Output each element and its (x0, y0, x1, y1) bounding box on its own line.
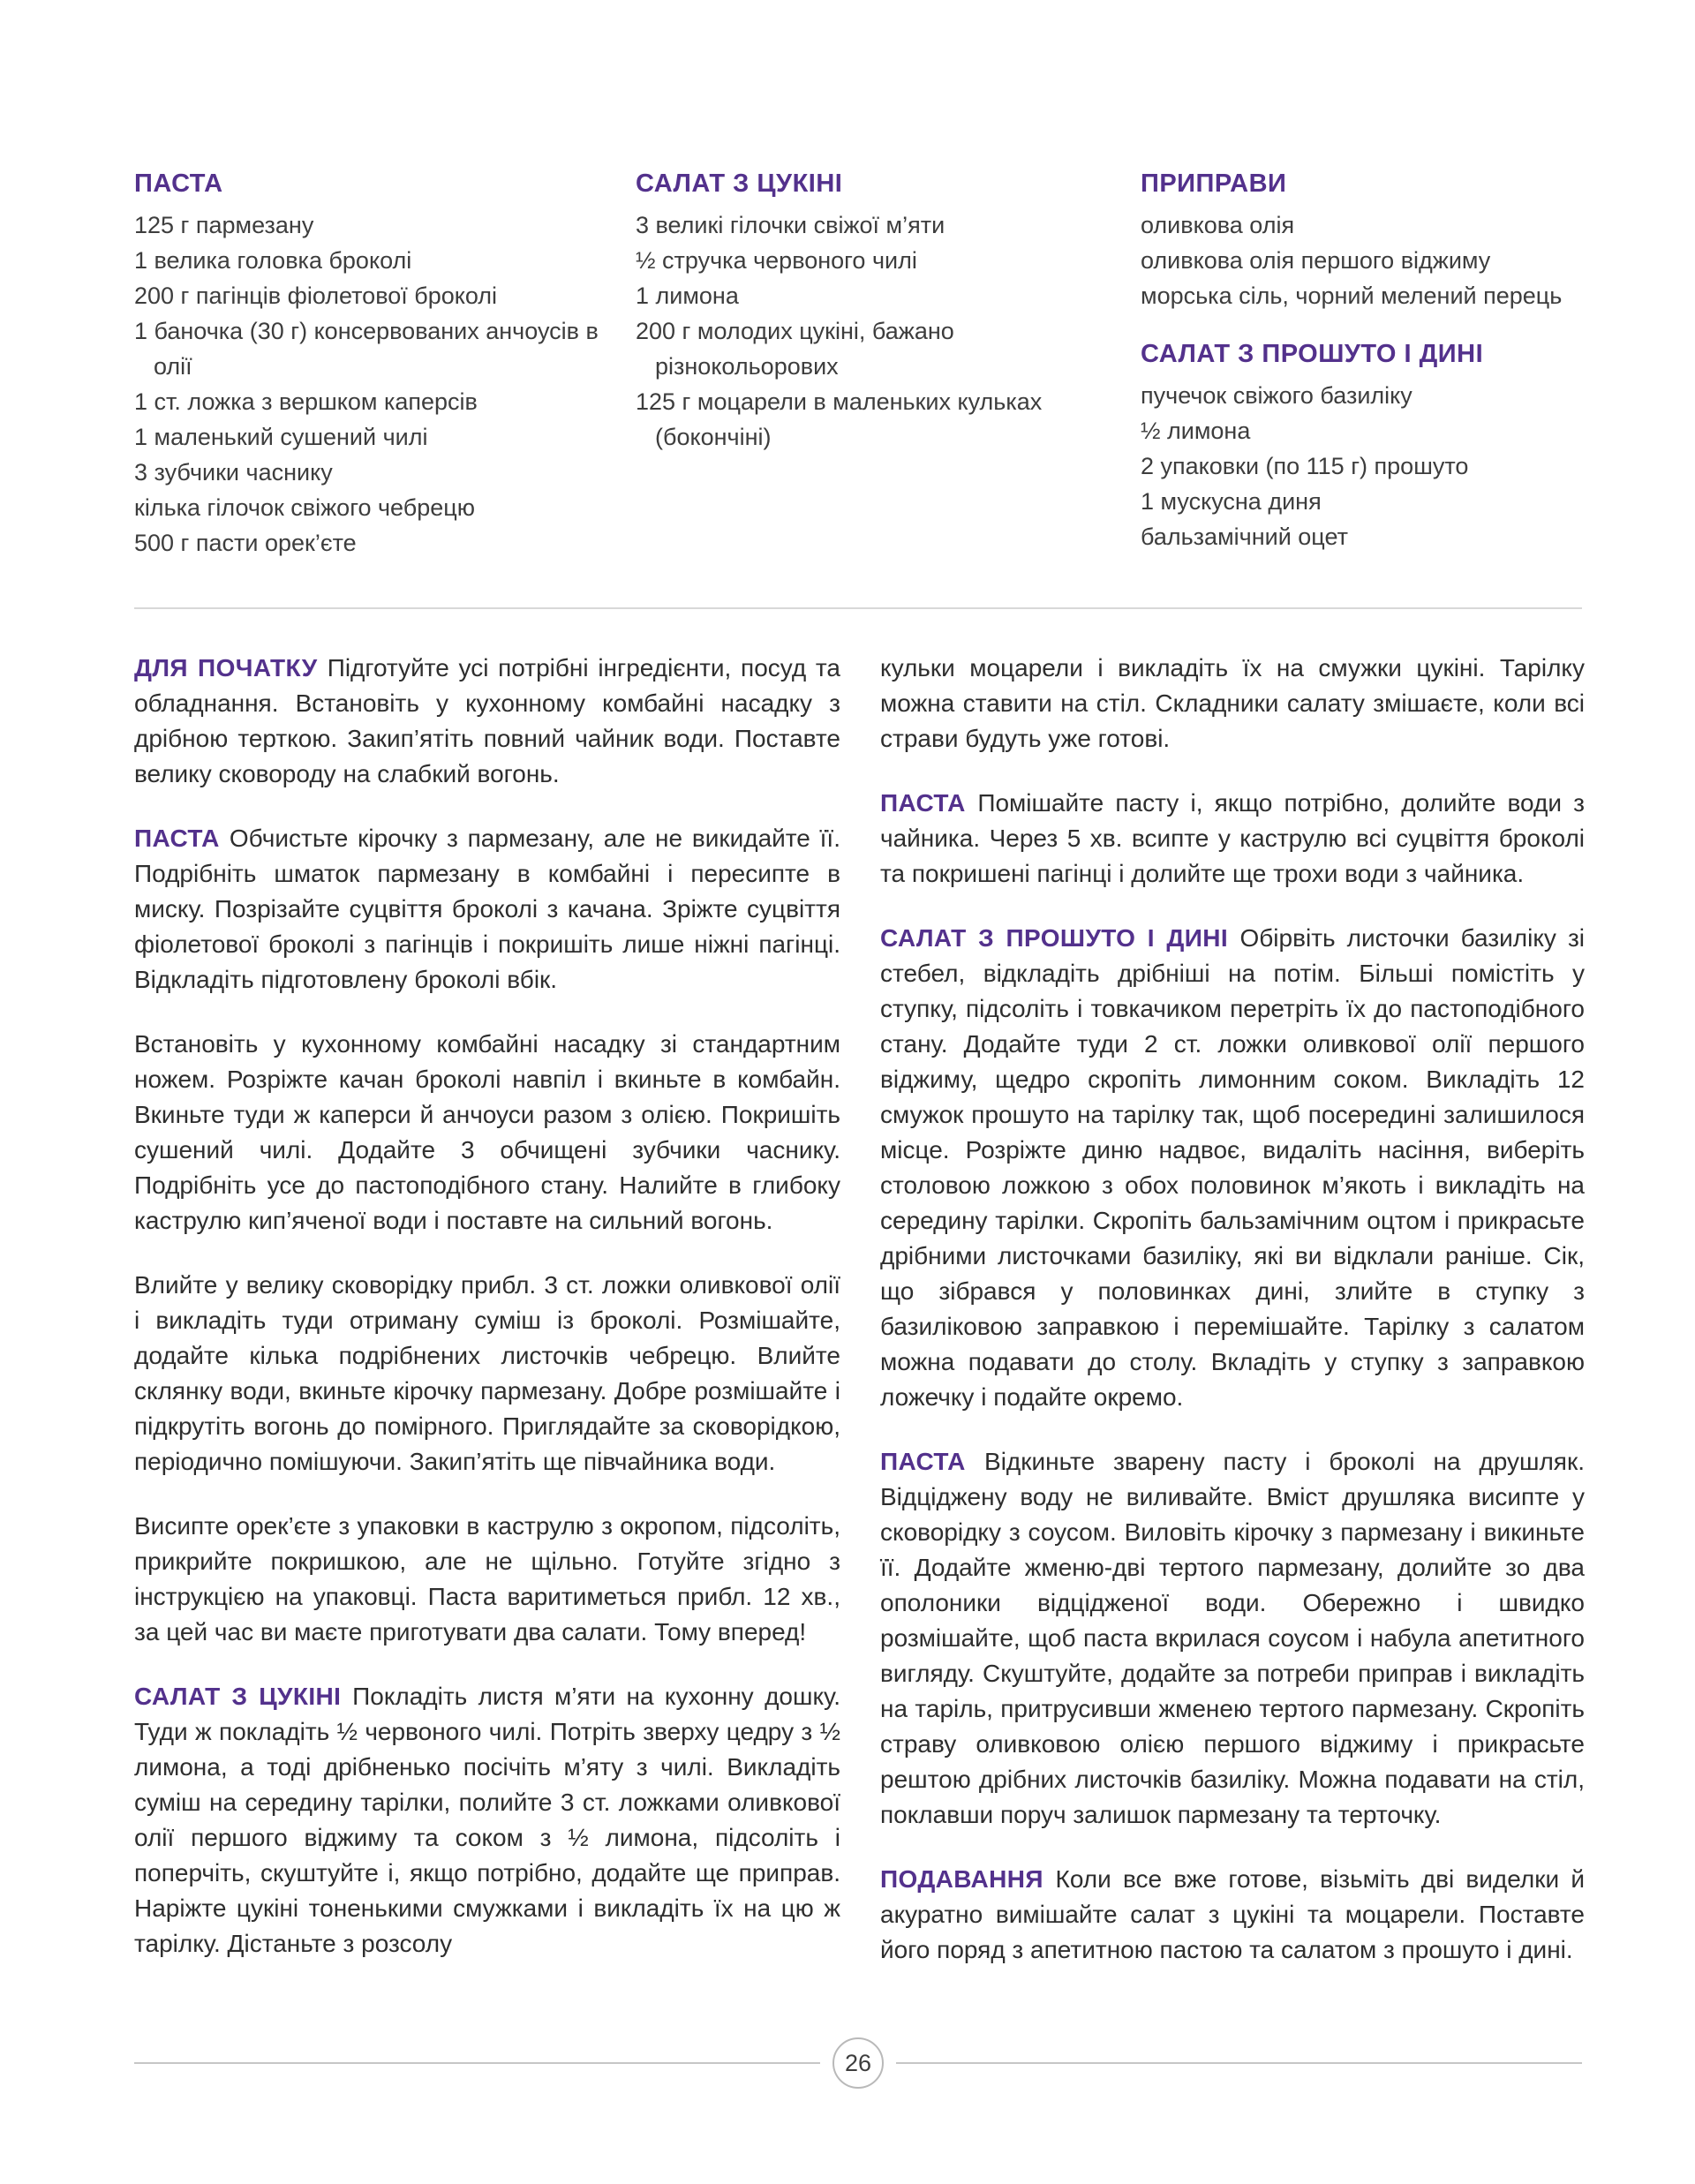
method-paragraph: ПАСТА Обчистьте кірочку з пармезану, але не викидайте її. Подрібніть шматок пармезану в комбайні і пересипте в миску. Позрізайте суцвіття броколі з качана. Зріжте суцвіття фіолетової броколі з пагінців і покришіть лише ніжні пагінці. Відкладіть підготовлену броколі вбік. (134, 825, 840, 993)
method-paragraph: кульки моцарели і викладіть їх на смужки цукіні. Тарілку можна ставити на стіл. Складники салату змішаєте, коли всі страви будуть уже готові. (880, 654, 1585, 752)
ingredient-item: пучечок свіжого базиліку (1141, 382, 1412, 409)
ingredient-item: кілька гілочок свіжого чебрецю (134, 494, 475, 521)
ingredient-item: ½ стручка червоного чилі (636, 247, 917, 274)
ingredient-item: 3 великі гілочки свіжої м’яти (636, 212, 945, 238)
paragraph-lead: ПАСТА (134, 825, 230, 852)
page-footer (134, 2037, 1582, 2089)
ingredient-list (636, 207, 1141, 455)
ingredient-item: 1 маленький сушений чилі (134, 424, 428, 450)
ingredient-column (636, 169, 1141, 587)
ingredient-section-title: САЛАТ З ПРОШУТО І ДИНІ (1141, 340, 1484, 368)
ingredient-item: бальзамічний оцет (1141, 523, 1348, 550)
method-paragraph: ПАСТА Помішайте пасту і, якщо потрібно, долийте води з чайника. Через 5 хв. всипте у каструлю всі суцвіття броколі та покришені пагінці і долийте ще трохи води з чайника. (880, 789, 1585, 887)
ingredient-list (1141, 378, 1589, 554)
ingredient-item: 2 упаковки (по 115 г) прошуто (1141, 453, 1469, 479)
paragraph-lead: ДЛЯ ПОЧАТКУ (134, 654, 328, 682)
method-paragraph: ПОДАВАННЯ Коли все вже готове, візьміть дві виделки й акуратно вимішайте салат з цукіні та моцарели. Поставте його поряд з апетитною пастою та салатом з прошуто і дині. (880, 1865, 1585, 1963)
ingredient-list (134, 207, 636, 561)
ingredient-section-title: ПАСТА (134, 169, 223, 198)
page-number: 26 (832, 2037, 884, 2089)
ingredient-item: оливкова олія (1141, 212, 1295, 238)
ingredient-list (1141, 207, 1589, 313)
ingredient-item: ½ лимона (1141, 418, 1251, 444)
ingredient-item: 1 ст. ложка з вершком каперсів (134, 388, 478, 415)
section-divider (134, 607, 1582, 609)
method-paragraph: ПАСТА Відкиньте зварену пасту і броколі на друшляк. Відціджену воду не виливайте. Вміст друшляка висипте у сковорідку з соусом. Виловіть кірочку з пармезану і викиньте її. Додайте жменю-дві тертого пармезану, долийте зо два ополоники відцідженої води. Обережно і швидко розмішайте, щоб паста вкрилася соусом і набула апетитного вигляду. Скуштуйте, додайте за потреби приправ і викладіть на таріль, притрусивши жменею тертого пармезану. Скропіть страву оливковою олією першого віджиму і прикрасьте рештою дрібних листочків базиліку. Можна подавати на стіл, поклавши поруч залишок пармезану та терточку. (880, 1448, 1585, 1828)
ingredient-item: морська сіль, чорний мелений перець (1141, 282, 1563, 309)
method-paragraph: ДЛЯ ПОЧАТКУ Підготуйте усі потрібні інгредієнти, посуд та обладнання. Встановіть у кухонному комбайні насадку з дрібною терткою. Закип’ятіть повний чайник води. Поставте велику сковороду на слабкий вогонь. (134, 654, 840, 787)
paragraph-lead: ПОДАВАННЯ (880, 1865, 1056, 1893)
paragraph-lead: САЛАТ З ПРОШУТО І ДИНІ (880, 924, 1240, 952)
ingredient-item: 125 г пармезану (134, 212, 314, 238)
ingredient-column (134, 169, 636, 587)
ingredient-item: 1 лимона (636, 282, 739, 309)
ingredient-column (1141, 169, 1589, 587)
ingredient-section-title: ПРИПРАВИ (1141, 169, 1287, 198)
paragraph-lead: ПАСТА (880, 1448, 985, 1475)
ingredient-item: 1 баночка (30 г) консервованих анчоусів в олії (134, 318, 599, 380)
method-section (134, 651, 1585, 1997)
ingredient-item: 3 зубчики часнику (134, 459, 333, 486)
method-paragraph: Встановіть у кухонному комбайні насадку зі стандартним ножем. Розріжте качан броколі навпіл і вкиньте в комбайн. Вкиньте туди ж каперси й анчоуси разом з олією. Покришіть сушений чилі. Додайте 3 обчищені зубчики часнику. Подрібніть усе до пастоподібного стану. Налийте в глибоку каструлю кип’яченої води і поставте на сильний вогонь. (134, 1030, 840, 1234)
ingredient-item: 1 мускусна диня (1141, 488, 1322, 515)
method-paragraph: Влийте у велику сковорідку прибл. 3 ст. ложки оливкової олії і викладіть туди отриману суміш із броколі. Розмішайте, додайте кілька подрібнених листочків чебрецю. Влийте склянку води, вкиньте кірочку пармезану. Добре розмішайте і підкрутіть вогонь до помірного. Приглядайте за сковорідкою, періодично помішуючи. Закип’ятіть ще півчайника води. (134, 1271, 840, 1475)
ingredient-item: оливкова олія першого віджиму (1141, 247, 1491, 274)
method-column-right (880, 651, 1585, 1997)
paragraph-lead: САЛАТ З ЦУКІНІ (134, 1683, 353, 1710)
ingredient-item: 500 г пасти орек’єте (134, 530, 357, 556)
footer-rule-left (134, 2062, 820, 2064)
ingredient-section-title: САЛАТ З ЦУКІНІ (636, 169, 843, 198)
method-paragraph: САЛАТ З ЦУКІНІ Покладіть листя м’яти на кухонну дошку. Туди ж покладіть ½ червоного чилі. Потріть зверху цедру з ½ лимона, а тоді дрібненько посічіть м’яту з чилі. Викладіть суміш на середину тарілки, полийте 3 ст. ложками оливкової олії першого віджиму та соком з ½ лимона, підсоліть і поперчіть, скуштуйте і, якщо потрібно, додайте ще приправ. Наріжте цукіні тоненькими смужками і викладіть їх на цю ж тарілку. Дістаньте з розсолу (134, 1683, 840, 1957)
method-paragraph: САЛАТ З ПРОШУТО І ДИНІ Обірвіть листочки базиліку зі стебел, відкладіть дрібніші на потім. Більші помістіть у ступку, підсоліть і товкачиком перетріть їх до пастоподібного стану. Додайте туди 2 ст. ложки оливкової олії першого віджиму, щедро скропіть лимонним соком. Викладіть 12 смужок прошуто на тарілку так, щоб посередині залишилося місце. Розріжте диню надвоє, видаліть насіння, виберіть столовою ложкою з обох половинок м’якоть і викладіть на середину тарілки. Скропіть бальзамічним оцтом і прикрасьте дрібними листочками базиліку, які ви відклали раніше. Сік, що зібрався у половинках дині, злийте в ступку з базиліковою заправкою і перемішайте. Тарілку з салатом можна подавати до столу. Вкладіть у ступку з заправкою ложечку і подайте окремо. (880, 924, 1585, 1411)
ingredient-item: 200 г пагінців фіолетової броколі (134, 282, 498, 309)
paragraph-lead: ПАСТА (880, 789, 978, 817)
method-paragraph: Висипте орек’єте з упаковки в каструлю з окропом, підсоліть, прикрийте покришкою, але не щільно. Готуйте згідно з інструкцією на упаковці. Паста варитиметься прибл. 12 хв., за цей час ви маєте приготувати два салати. Тому вперед! (134, 1512, 840, 1646)
ingredient-item: 200 г молодих цукіні, бажано різнокольорових (636, 318, 954, 380)
footer-rule-right (896, 2062, 1582, 2064)
ingredients-section (134, 169, 1589, 587)
ingredient-item: 1 велика головка броколі (134, 247, 412, 274)
ingredient-item: 125 г моцарели в маленьких кульках (бокончіні) (636, 388, 1043, 450)
method-column-left (134, 651, 840, 1997)
